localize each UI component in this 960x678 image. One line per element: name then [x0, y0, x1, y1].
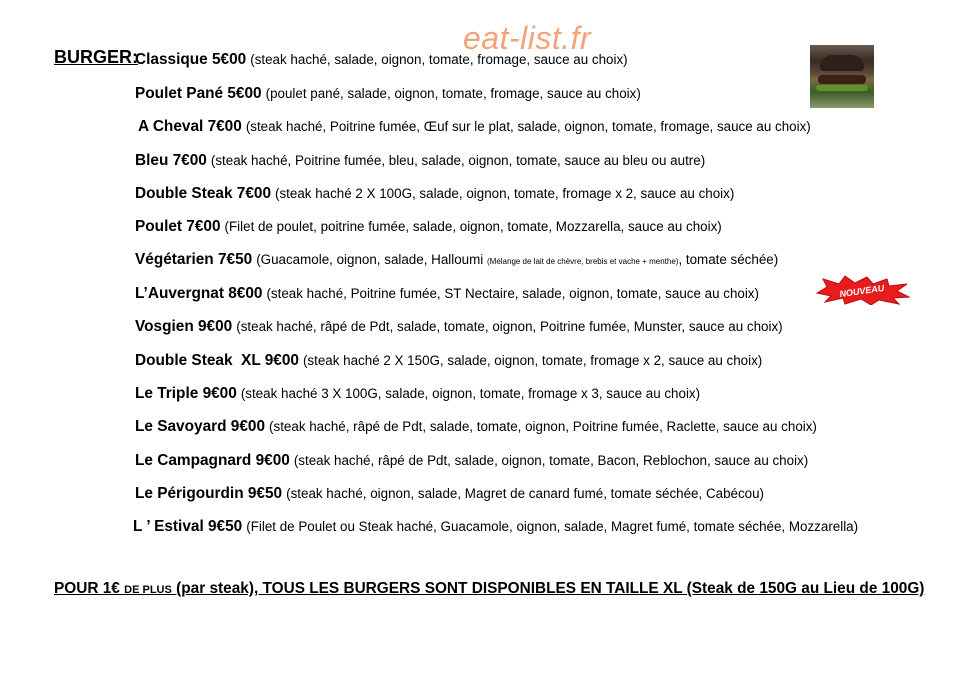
xl-note-small: DE PLUS: [124, 584, 172, 596]
item-description: (steak haché 3 X 100G, salade, oignon, tomate, fromage x 3, sauce au choix): [240, 386, 701, 401]
item-description: (steak haché, salade, oignon, tomate, fromage, sauce au choix): [250, 52, 628, 67]
item-description: (Filet de Poulet ou Steak haché, Guacamole, oignon, salade, Magret fumé, tomate séchée, Mozzarella): [246, 519, 859, 534]
item-name: Le Campagnard 9€00: [135, 452, 290, 469]
item-description: (steak haché, râpé de Pdt, salade, oignon, tomate, Bacon, Reblochon, sauce au choix): [293, 453, 809, 468]
new-badge: [815, 275, 910, 305]
item-description: (Filet de poulet, poitrine fumée, salade, oignon, tomate, Mozzarella, sauce au choix): [224, 219, 722, 234]
item-name: Double Steak XL 9€00: [135, 352, 299, 369]
menu-item-double-steak: [135, 184, 734, 204]
item-description: (steak haché, râpé de Pdt, salade, tomate, oignon, Poitrine fumée, Raclette, sauce au choix): [269, 419, 817, 434]
item-name: Végétarien 7€50: [135, 251, 253, 268]
menu-item-poulet: [135, 217, 722, 237]
item-name: Classique 5€00: [135, 51, 247, 68]
menu-item-bleu: [135, 151, 705, 171]
menu-item-vegetarien: [135, 250, 778, 272]
item-name: A Cheval 7€00: [138, 118, 242, 135]
menu-item-double-steak-xl: [135, 351, 762, 371]
item-name: Vosgien 9€00: [135, 318, 233, 335]
section-title: BURGER:: [54, 47, 138, 67]
item-description: (steak haché, oignon, salade, Magret de canard fumé, tomate séchée, Cabécou): [286, 486, 765, 501]
burger-photo: [810, 45, 874, 108]
menu-item-le-campagnard: [135, 451, 808, 471]
item-name: Poulet 7€00: [135, 218, 221, 235]
menu-item-auvergnat: [135, 284, 759, 304]
menu-item-l-estival: [133, 517, 858, 537]
item-description: (steak haché 2 X 100G, salade, oignon, tomate, fromage x 2, sauce au choix): [275, 186, 735, 201]
burger-patty-shape: [818, 75, 866, 84]
menu-item-a-cheval: [138, 117, 811, 137]
burger-lettuce-shape: [816, 85, 868, 91]
menu-item-le-triple: [135, 384, 700, 404]
item-description-end: , tomate séchée): [678, 252, 779, 267]
menu-item-le-perigourdin: [135, 484, 764, 504]
item-name: Poulet Pané 5€00: [135, 85, 262, 102]
xl-size-note: [54, 580, 924, 598]
item-description: (steak haché, Poitrine fumée, ST Nectaire, salade, oignon, tomate, sauce au choix): [266, 286, 759, 301]
menu-item-classique: [135, 50, 628, 70]
item-name: Double Steak 7€00: [135, 185, 272, 202]
item-description: (steak haché 2 X 150G, salade, oignon, tomate, fromage x 2, sauce au choix): [302, 353, 763, 368]
item-description: (steak haché, râpé de Pdt, salade, tomate, oignon, Poitrine fumée, Munster, sauce au choix): [236, 319, 783, 334]
item-name: Le Triple 9€00: [135, 385, 237, 402]
item-name: Le Périgourdin 9€50: [135, 485, 283, 502]
menu-item-poulet-pane: [135, 84, 641, 104]
item-name: Bleu 7€00: [135, 152, 207, 169]
item-description: (steak haché, Poitrine fumée, bleu, salade, oignon, tomate, sauce au bleu ou autre): [210, 153, 706, 168]
item-description: (poulet pané, salade, oignon, tomate, fromage, sauce au choix): [265, 86, 641, 101]
item-description-note: (Mélange de lait de chèvre, brebis et vache + menthe): [486, 257, 679, 266]
item-name: L’Auvergnat 8€00: [135, 285, 263, 302]
burger-bun-shape: [820, 55, 864, 71]
item-name: L ’ Estival 9€50: [133, 518, 243, 535]
new-badge-label: NOUVEAU: [838, 282, 885, 300]
item-description: (Guacamole, oignon, salade, Halloumi: [256, 252, 484, 267]
xl-note-part1: POUR 1€: [54, 580, 125, 597]
item-name: Le Savoyard 9€00: [135, 418, 266, 435]
watermark: eat-list.fr: [463, 20, 592, 56]
xl-note-part3: (par steak), TOUS LES BURGERS SONT DISPONIBLES EN TAILLE XL (Steak de 150G au Lieu de 100G): [171, 580, 925, 597]
item-description: (steak haché, Poitrine fumée, Œuf sur le plat, salade, oignon, tomate, fromage, sauce au choix): [245, 119, 811, 134]
menu-item-vosgien: [135, 317, 783, 337]
menu-item-le-savoyard: [135, 417, 817, 437]
